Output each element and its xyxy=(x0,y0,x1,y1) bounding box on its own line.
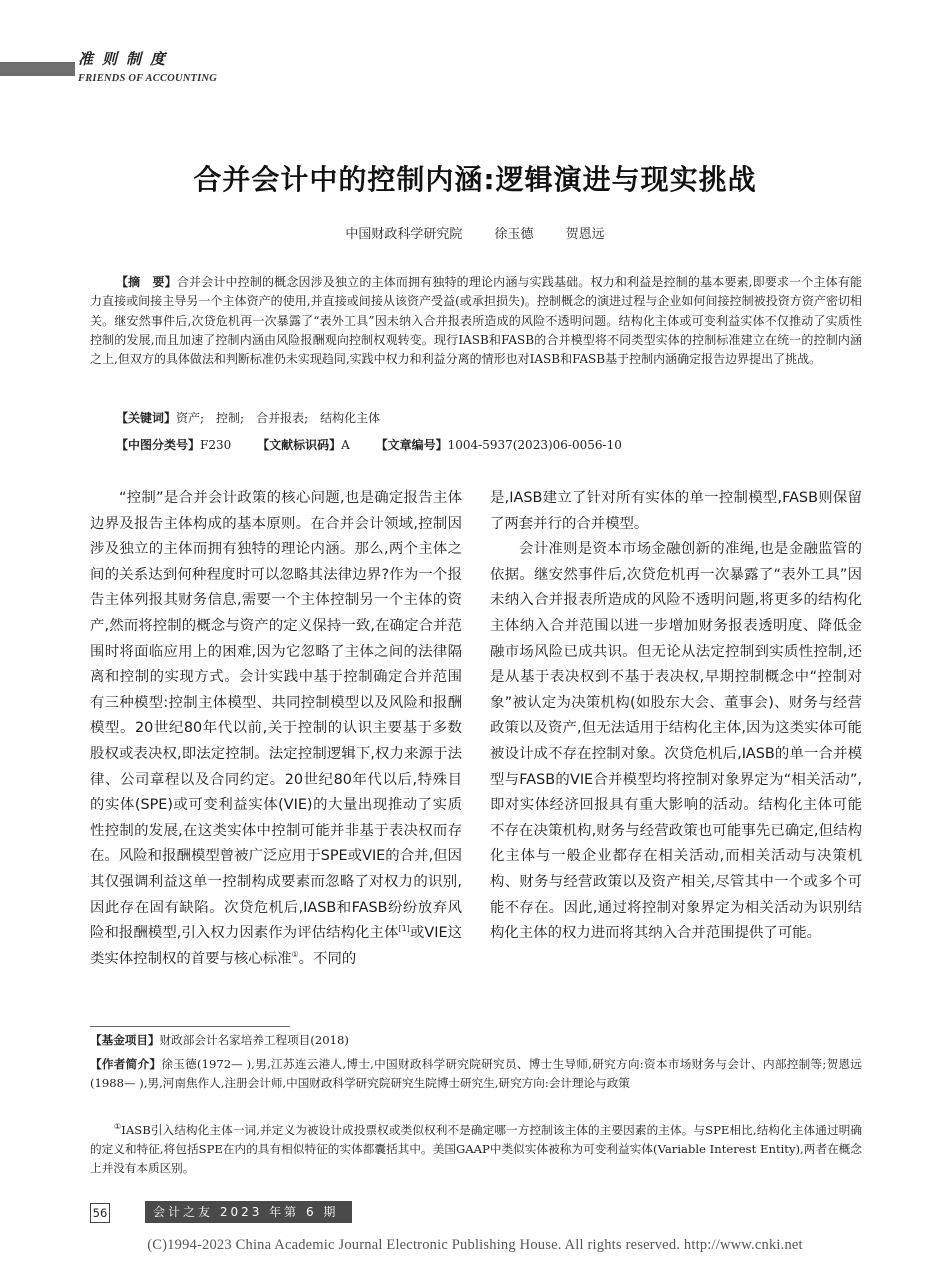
author-line xyxy=(0,223,950,242)
keywords-text: 资产; 控制; 合并报表; 结构化主体 xyxy=(176,411,381,425)
institution: 中国财政科学研究院 xyxy=(345,227,463,242)
article-no-value: 1004-5937(2023)06-0056-10 xyxy=(447,438,622,452)
body-paragraph xyxy=(90,486,462,972)
article-title: 合并会计中的控制内涵:逻辑演进与现实挑战 xyxy=(193,163,757,196)
footnote-text: IASB引入结构化主体一词,并定义为被设计成投票权或类似权利不是确定哪一方控制该主体的主要因素的主体。与SPE相比,结构化主体通过明确的定义和特征,将包括SPE在内的具有相似特征的实体都囊括其中。美国GAAP中类似实体被称为可变利益实体(Variable Interest Entity),两者在概念上并没有本质区别。 xyxy=(90,1123,863,1175)
section-title: 准则制度 xyxy=(78,50,175,68)
page-number: 56 xyxy=(90,1203,110,1223)
classification-line xyxy=(116,436,622,453)
author-2: 贺恩远 xyxy=(565,227,605,242)
body-paragraph: 会计准则是资本市场金融创新的准绳,也是金融监管的依据。继安然事件后,次贷危机再一次暴露了“表外工具”因未纳入合并报表所造成的风险不透明问题,将更多的结构化主体纳入合并范围以进一步增加财务报表透明度、降低金融市场风险已成共识。但无论从法定控制到实质性控制,还是从基于表决权到不基于表决权,早期控制概念中“控制对象”被认定为决策机构(如股东大会、董事会)、财务与经营政策以及资产,但无法适用于结构化主体,因为这类实体可能被设计成不存在控制对象。次贷危机后,IASB的单一合并模型与FASB的VIE合并模型均将控制对象界定为“相关活动”,即对实体经济回报具有重大影响的活动。结构化主体可能不存在决策机构,财务与经营政策也可能事先已确定,但结构化主体与一般企业都存在相关活动,而相关活动与决策机构、财务与经营政策以及资产相关,尽管其中一个或多个可能不存在。因此,通过将控制对象界定为相关活动为识别结构化主体的权力进而将其纳入合并范围提供了可能。 xyxy=(490,541,862,942)
abstract xyxy=(90,273,862,369)
footnote-1 xyxy=(90,1121,862,1178)
clc-value: F230 xyxy=(200,438,232,452)
author-bio-label: 【作者简介】 xyxy=(90,1057,162,1071)
abstract-label: 【摘 要】 xyxy=(116,275,177,289)
reference-mark: [1] xyxy=(398,924,410,934)
body-text: 或VIE这类实体控制权的首要与核心标准 xyxy=(90,925,463,967)
header-bar xyxy=(0,62,75,76)
abstract-text: 合并会计中控制的概念因涉及独立的主体而拥有独特的理论内涵与实践基础。权力和利益是控制的基本要素,即要求一个主体有能力直接或间接主导另一个主体资产的使用,并直接或间接从该资产受益(或承担损失)。控制概念的演进过程与企业如何间接控制被投资方资产密切相关。继安然事件后,次贷危机再一次暴露了“表外工具”因未纳入合并报表所造成的风险不透明问题。结构化主体或可变利益实体不仅推动了实质性控制的发展,而且加速了控制内涵由风险报酬观向控制权观转变。现行IASB和FASB的合并模型将不同类型实体的控制标准建立在统一的控制内涵之上,但双方的具体做法和判断标准仍未实现趋同,实践中权力和利益分离的情形也对IASB和FASB基于控制内涵确定报告边界提出了挑战。 xyxy=(90,275,862,367)
body-text: 。不同的 xyxy=(298,950,357,967)
keywords xyxy=(116,409,380,426)
footnote-mark: ① xyxy=(114,1122,122,1132)
fund-note xyxy=(90,1031,862,1050)
body-text: “控制”是合并会计政策的核心问题,也是确定报告主体边界及报告主体构成的基本原则。在合并会计领域,控制因涉及独立的主体而拥有独特的理论内涵。那么,两个主体之间的关系达到何种程度时可以忽略其法律边界?作为一个报告主体列报其财务信息,需要一个主体控制另一个主体的资产,然而将控制的概念与资产的定义保持一致,在确定合并范围时将面临应用上的困难,因为它忽略了主体之间的法律隔离和控制的实现方式。会计实践中基于控制确定合并范围有三种模型:控制主体模型、共同控制模型以及风险和报酬模型。20世纪80年代以前,关于控制的认识主要基于多数股权或表决权,即法定控制。法定控制逻辑下,权力来源于法律、公司章程以及合同约定。20世纪80年代以后,特殊目的实体(SPE)或可变利益实体(VIE)的大量出现推动了实质性控制的发展,在这类实体中控制可能并非基于表决权而存在。风险和报酬模型曾被广泛应用于SPE或VIE的合并,但因其仅强调利益这单一控制构成要素而忽略了对权力的识别,因此存在固有缺陷。次贷危机后,IASB和FASB纷纷放弃风险和报酬模型,引入权力因素作为评估结构化主体 xyxy=(90,490,462,942)
keywords-label: 【关键词】 xyxy=(116,411,177,425)
footnote-divider xyxy=(90,1026,290,1027)
author-1: 徐玉德 xyxy=(494,227,534,242)
copyright-line: (C)1994-2023 China Academic Journal Electronic Publishing House. All rights reserved. http://www.cnki.net xyxy=(147,1237,803,1253)
journal-issue-bar: 会计之友 2023 年第 6 期 xyxy=(145,1201,352,1223)
journal-name-en: FRIENDS OF ACCOUNTING xyxy=(78,73,217,84)
clc-label: 【中图分类号】 xyxy=(116,438,201,452)
article-no-label: 【文章编号】 xyxy=(375,438,448,452)
fund-label: 【基金项目】 xyxy=(90,1033,160,1047)
footnote-mark: ① xyxy=(291,949,299,959)
author-bio-text: 徐玉德(1972— ),男,江苏连云港人,博士,中国财政科学研究院研究员、博士生导师,研究方向:资本市场财务与会计、内部控制等;贺恩远(1988— ),男,河南焦作人,注册会计师,中国财政科学研究院研究生院博士研究生,研究方向:会计理论与政策 xyxy=(90,1057,862,1090)
body-paragraph: 是,IASB建立了针对所有实体的单一控制模型,FASB则保留了两套并行的合并模型。 xyxy=(490,490,862,532)
body-column-left xyxy=(90,486,462,972)
doc-label: 【文献标识码】 xyxy=(257,438,342,452)
fund-text: 财政部会计名家培养工程项目(2018) xyxy=(159,1033,349,1047)
body-column-right xyxy=(490,486,862,947)
doc-value: A xyxy=(341,438,350,452)
author-bio-note xyxy=(90,1055,862,1093)
